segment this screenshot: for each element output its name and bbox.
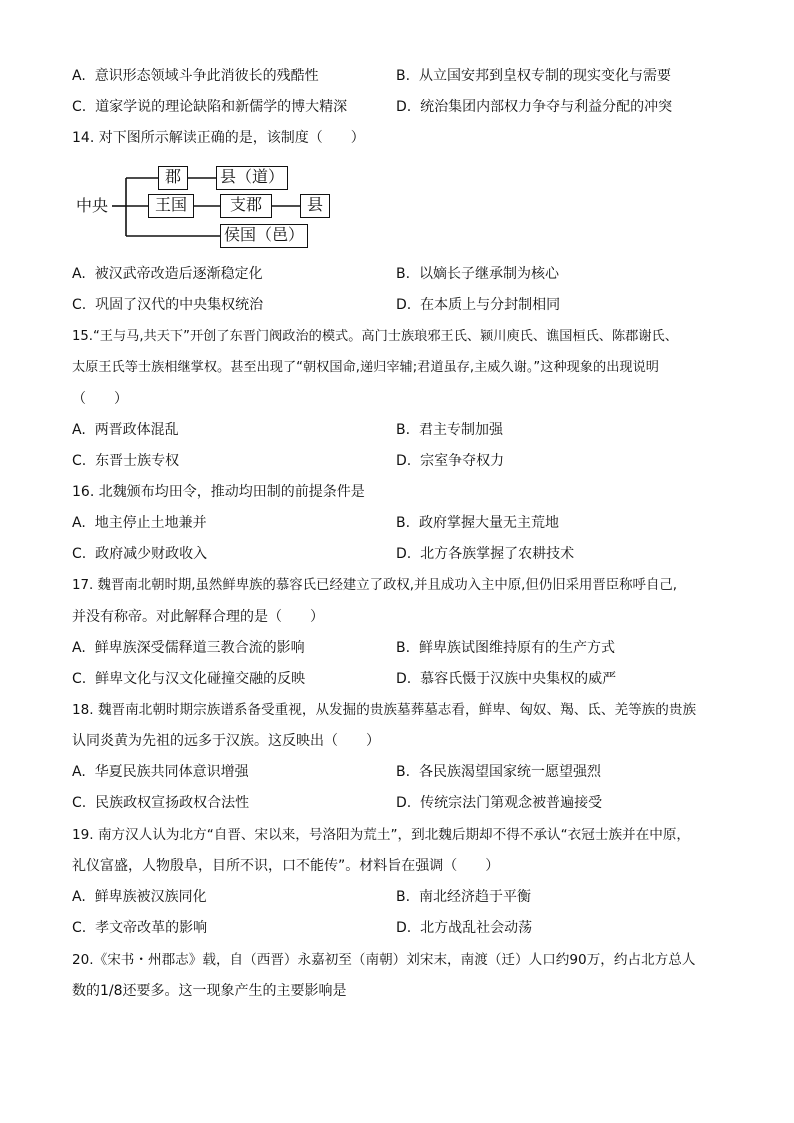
diagram-center-label: 中央 xyxy=(76,196,109,215)
option-letter: C. xyxy=(72,920,87,936)
option-letter: D. xyxy=(396,920,412,936)
q17-option-b xyxy=(396,638,615,658)
option-letter: D. xyxy=(396,453,412,469)
q14-option-a xyxy=(72,264,263,284)
q15-option-c xyxy=(72,451,179,471)
option-letter: D. xyxy=(396,297,412,313)
option-text: 孝文帝改革的影响 xyxy=(95,920,208,936)
option-letter: A. xyxy=(72,764,86,780)
q17-stem-line-2: 并没有称帝。对此解释合理的是（ ） xyxy=(72,609,324,625)
q18-stem-line-2: 认同炎黄为先祖的远多于汉族。这反映出（ ） xyxy=(72,733,380,749)
option-letter: A. xyxy=(72,422,86,438)
option-text: 地主停止土地兼并 xyxy=(94,515,207,531)
option-text: 政府减少财政收入 xyxy=(95,546,208,562)
option-letter: A. xyxy=(72,889,86,905)
option-letter: C. xyxy=(72,795,87,811)
q19-stem-line-1: 19. 南方汉人认为北方“自晋、宋以来，号洛阳为荒土”，到北魏后期却不得不承认“衣冠士族并在中原， xyxy=(72,827,691,843)
q18-option-b xyxy=(396,762,601,782)
option-text: 意识形态领域斗争此消彼长的残酷性 xyxy=(94,68,319,84)
diagram-box-jun: 郡 xyxy=(158,166,188,190)
q17-option-d xyxy=(396,669,616,689)
q15-option-d xyxy=(396,451,504,471)
option-letter: B. xyxy=(396,266,411,282)
q13-option-d xyxy=(396,97,672,117)
q17-stem-line-1: 17. 魏晋南北朝时期,虽然鲜卑族的慕容氏已经建立了政权,并且成功入主中原,但仍旧采用晋臣称呼自己, xyxy=(72,578,677,593)
q19-option-b xyxy=(396,887,531,907)
option-letter: C. xyxy=(72,297,87,313)
option-letter: C. xyxy=(72,671,87,687)
option-text: 巩固了汉代的中央集权统治 xyxy=(95,297,264,313)
diagram-box-xian: 县 xyxy=(300,194,330,218)
diagram-box-zhijun: 支郡 xyxy=(220,194,272,218)
q15-stem-line-1: 15.“王与马,共天下”开创了东晋门阀政治的模式。高门士族琅邪王氏、颍川庾氏、谯国桓氏、陈郡谢氏、 xyxy=(72,329,678,344)
option-text: 鲜卑文化与汉文化碰撞交融的反映 xyxy=(95,671,306,687)
q13-option-b xyxy=(396,66,671,86)
q18-option-d xyxy=(396,793,602,813)
option-text: 统治集团内部权力争夺与利益分配的冲突 xyxy=(420,99,673,115)
option-letter: D. xyxy=(396,546,412,562)
q14-diagram xyxy=(72,160,362,252)
diagram-box-houguo: 侯国（邑） xyxy=(220,224,308,248)
q19-option-a xyxy=(72,887,207,907)
q18-stem-line-1: 18. 魏晋南北朝时期宗族谱系备受重视，从发掘的贵族墓葬墓志看，鲜卑、匈奴、羯、氐、羌等族的贵族 xyxy=(72,702,697,718)
diagram-box-xian-dao: 县（道） xyxy=(216,166,288,190)
option-letter: D. xyxy=(396,99,412,115)
q17-option-a xyxy=(72,638,305,658)
q20-stem-line-1: 20.《宋书・州郡志》载，自（西晋）永嘉初至（南朝）刘宋末，南渡（迁）人口约90万，约占北方总人 xyxy=(72,952,696,968)
q16-stem: 16. 北魏颁布均田令，推动均田制的前提条件是 xyxy=(72,484,365,500)
q15-option-a xyxy=(72,420,179,440)
q20-stem-line-2: 数的1/8还要多。这一现象产生的主要影响是 xyxy=(72,983,347,999)
q18-option-a xyxy=(72,762,249,782)
q16-option-b xyxy=(396,513,559,533)
q18-option-c xyxy=(72,793,249,813)
option-text: 道家学说的理论缺陷和新儒学的博大精深 xyxy=(95,99,348,115)
option-text: 政府掌握大量无主荒地 xyxy=(418,515,559,531)
option-text: 鲜卑族深受儒释道三教合流的影响 xyxy=(94,640,305,656)
option-text: 两晋政体混乱 xyxy=(94,422,179,438)
option-text: 北方战乱社会动荡 xyxy=(420,920,533,936)
option-text: 以嫡长子继承制为核心 xyxy=(418,266,559,282)
q17-option-c xyxy=(72,669,305,689)
option-text: 宗室争夺权力 xyxy=(420,453,505,469)
option-letter: B. xyxy=(396,515,411,531)
option-text: 北方各族掌握了农耕技术 xyxy=(420,546,575,562)
option-text: 鲜卑族被汉族同化 xyxy=(94,889,207,905)
q16-option-a xyxy=(72,513,207,533)
q19-stem-line-2: 礼仪富盛，人物殷阜，目所不识，口不能传”。材料旨在强调（ ） xyxy=(72,858,500,874)
option-letter: C. xyxy=(72,453,87,469)
option-text: 君主专制加强 xyxy=(418,422,503,438)
option-letter: B. xyxy=(396,764,411,780)
q19-option-d xyxy=(396,918,532,938)
q14-stem: 14. 对下图所示解读正确的是，该制度（ ） xyxy=(72,130,365,146)
option-text: 南北经济趋于平衡 xyxy=(418,889,531,905)
option-letter: A. xyxy=(72,515,86,531)
option-text: 民族政权宣扬政权合法性 xyxy=(95,795,250,811)
option-letter: B. xyxy=(396,889,411,905)
option-letter: B. xyxy=(396,640,411,656)
option-letter: A. xyxy=(72,266,86,282)
q15-stem-line-2: 太原王氏等士族相继掌权。甚至出现了“朝权国命,递归宰辅;君道虽存,主威久谢。”这种现象的出现说明 xyxy=(72,360,659,375)
diagram-box-wangguo: 王国 xyxy=(148,194,194,218)
q13-option-a xyxy=(72,66,319,86)
option-text: 东晋士族专权 xyxy=(95,453,180,469)
option-letter: B. xyxy=(396,68,411,84)
q14-option-c xyxy=(72,295,263,315)
q15-option-b xyxy=(396,420,503,440)
option-text: 传统宗法门第观念被普遍接受 xyxy=(420,795,603,811)
q13-option-c xyxy=(72,97,347,117)
q19-option-c xyxy=(72,918,207,938)
option-text: 鲜卑族试图维持原有的生产方式 xyxy=(418,640,615,656)
option-letter: A. xyxy=(72,68,86,84)
q14-option-b xyxy=(396,264,559,284)
option-letter: B. xyxy=(396,422,411,438)
q16-option-d xyxy=(396,544,574,564)
q14-option-d xyxy=(396,295,560,315)
option-text: 各民族渴望国家统一愿望强烈 xyxy=(418,764,601,780)
option-letter: D. xyxy=(396,795,412,811)
option-text: 被汉武帝改造后逐渐稳定化 xyxy=(94,266,263,282)
option-letter: A. xyxy=(72,640,86,656)
q15-stem-line-3: （ ） xyxy=(72,391,128,407)
option-text: 从立国安邦到皇权专制的现实变化与需要 xyxy=(418,68,671,84)
option-text: 在本质上与分封制相同 xyxy=(420,297,561,313)
option-text: 华夏民族共同体意识增强 xyxy=(94,764,249,780)
option-text: 慕容氏慑于汉族中央集权的威严 xyxy=(420,671,617,687)
option-letter: D. xyxy=(396,671,412,687)
option-letter: C. xyxy=(72,546,87,562)
q16-option-c xyxy=(72,544,207,564)
option-letter: C. xyxy=(72,99,87,115)
